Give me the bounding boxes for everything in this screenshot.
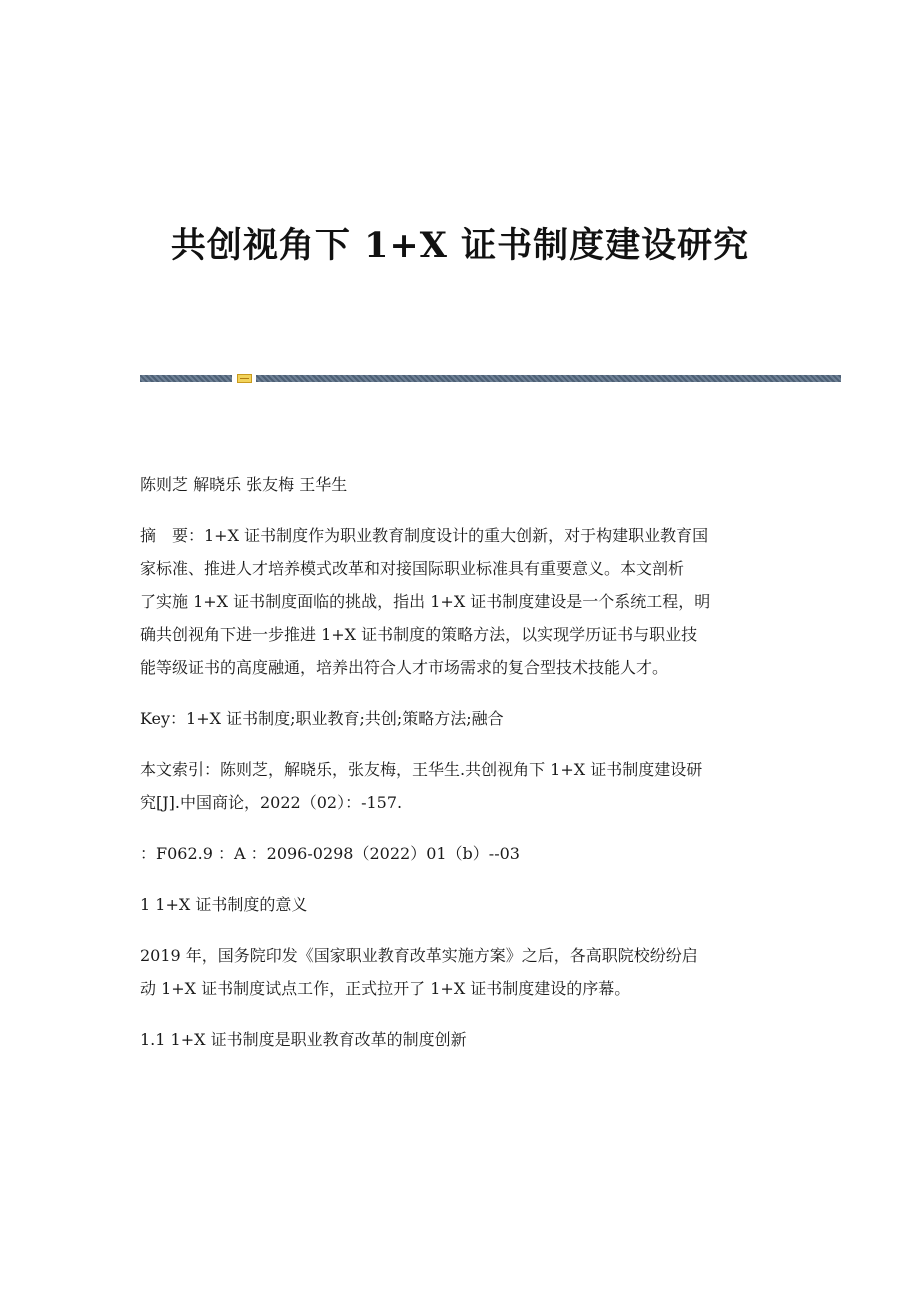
abstract-line: 能等级证书的高度融通，培养出符合人才市场需求的复合型技术技能人才。 [140, 658, 669, 677]
classification-codes: ：F062.9 ：A ：2096-0298（2022）01（b）--03 [140, 844, 520, 863]
section-1-heading-block [140, 888, 780, 921]
citation-line: 本文索引：陈则芝，解晓乐，张友梅，王华生.共创视角下 1+X 证书制度建设研 [140, 760, 703, 779]
abstract-line: 摘 要：1+X 证书制度作为职业教育制度设计的重大创新，对于构建职业教育国 [140, 526, 709, 545]
classification-block [140, 837, 780, 870]
authors: 陈则芝 解晓乐 张友梅 王华生 [140, 475, 348, 494]
authors-block [140, 468, 780, 501]
subsection-heading: 1.1 1+X 证书制度是职业教育改革的制度创新 [140, 1030, 467, 1049]
title-divider [140, 374, 841, 383]
abstract-line: 了实施 1+X 证书制度面临的挑战，指出 1+X 证书制度建设是一个系统工程，明 [140, 592, 711, 611]
citation-line: 究[J].中国商论，2022（02）：-157. [140, 793, 403, 812]
citation [140, 753, 780, 819]
divider-bar-right [256, 375, 841, 382]
divider-ornament-icon [237, 374, 252, 383]
abstract-line: 家标准、推进人才培养模式改革和对接国际职业标准具有重要意义。本文剖析 [140, 559, 685, 578]
keywords-block [140, 702, 780, 735]
keywords: Key：1+X 证书制度;职业教育;共创;策略方法;融合 [140, 709, 504, 728]
paragraph-line: 动 1+X 证书制度试点工作，正式拉开了 1+X 证书制度建设的序幕。 [140, 979, 631, 998]
section-1-paragraph [140, 939, 780, 1005]
section-1-1-heading-block [140, 1023, 780, 1056]
document-title: 共创视角下 1+X 证书制度建设研究 [170, 225, 750, 266]
abstract [140, 519, 780, 684]
abstract-line: 确共创视角下进一步推进 1+X 证书制度的策略方法，以实现学历证书与职业技 [140, 625, 698, 644]
document-body [140, 468, 780, 1074]
section-heading: 1 1+X 证书制度的意义 [140, 895, 308, 914]
divider-bar-left [140, 375, 232, 382]
paragraph-line: 2019 年，国务院印发《国家职业教育改革实施方案》之后，各高职院校纷纷启 [140, 946, 698, 965]
